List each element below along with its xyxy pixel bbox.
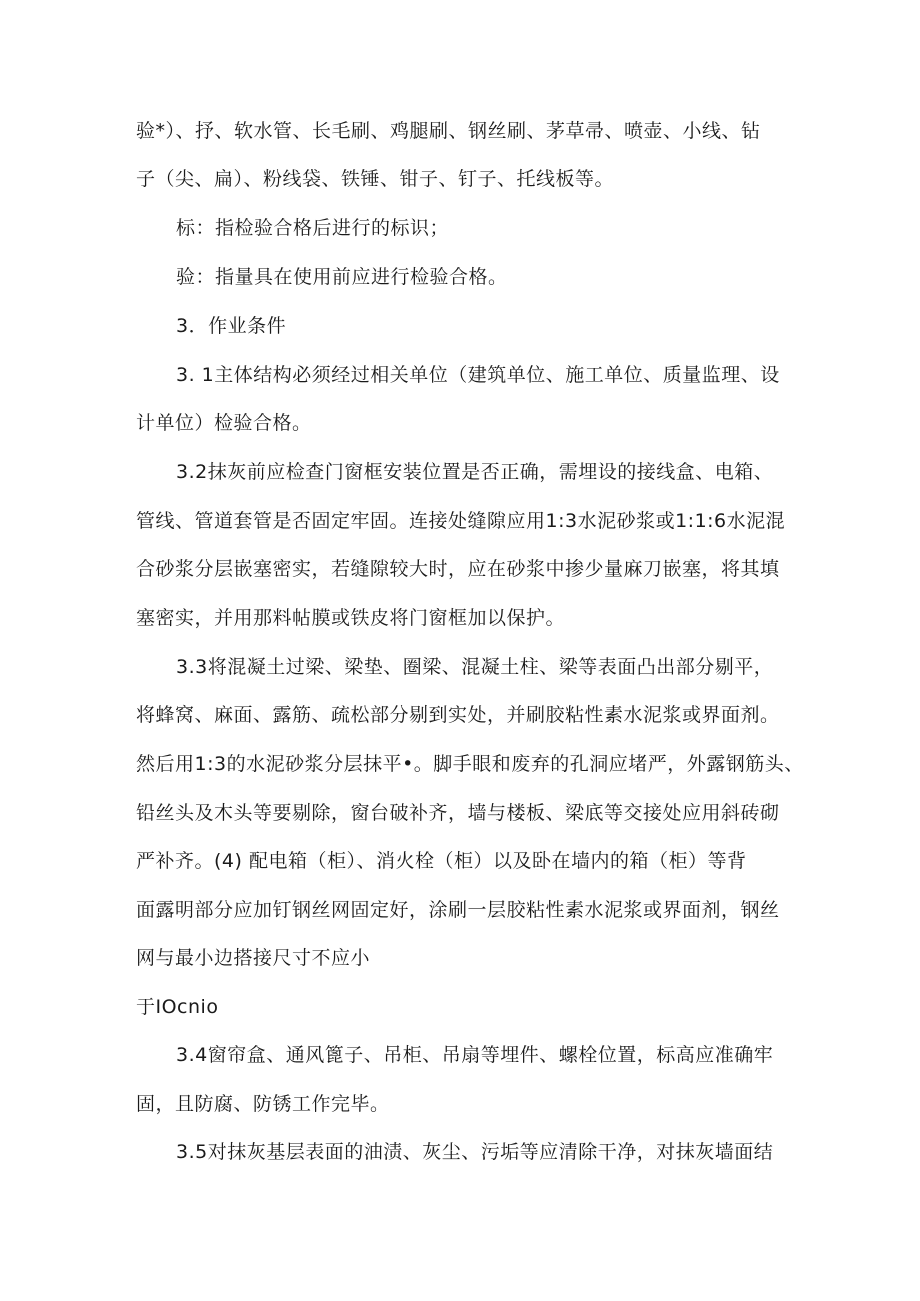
- text-line: 3. 1主体结构必须经过相关单位（建筑单位、施工单位、质量监理、设: [176, 364, 780, 386]
- text-line: 计单位）检验合格。: [136, 412, 312, 434]
- text-line: 于IOcnio: [136, 996, 219, 1018]
- text-line: 网与最小边搭接尺寸不应小: [136, 947, 371, 969]
- section-heading: 3．作业条件: [176, 315, 287, 337]
- text-line: 子（尖、扁）、粉线袋、铁锤、钳子、钉子、托线板等。: [136, 168, 615, 190]
- text-line: 严补齐。(4) 配电箱（柜）、消火栓（柜）以及卧在墙内的箱（柜）等背: [136, 850, 747, 872]
- text-line: 固，且防腐、防锈工作完毕。: [136, 1093, 390, 1115]
- text-line: 验*）、抒、软水管、长毛刷、鸡腿刷、钢丝刷、茅草帚、喷壶、小线、钻: [136, 120, 761, 142]
- text-line: 3.5对抹灰基层表面的油渍、灰尘、污垢等应清除干净，对抹灰墙面结: [176, 1141, 774, 1163]
- text-line: 验：指量具在使用前应进行检验合格。: [176, 266, 508, 288]
- text-line: 3.3将混凝土过梁、梁垫、圈梁、混凝土柱、梁等表面凸出部分剔平，: [176, 656, 774, 678]
- text-line: 管线、管道套管是否固定牢固。连接处缝隙应用1:3水泥砂浆或1:1:6水泥混: [136, 510, 786, 532]
- text-line: 塞密实，并用那料帖膜或铁皮将门窗框加以保护。: [136, 607, 566, 629]
- text-line: 将蜂窝、麻面、露筋、疏松部分剔到实处，并刷胶粘性素水泥浆或界面剂。: [136, 704, 780, 726]
- text-line: 3.4窗帘盒、通风篦子、吊柜、吊扇等埋件、螺栓位置，标高应准确牢: [176, 1044, 774, 1066]
- text-line: 面露明部分应加钉钢丝网固定好，涂刷一层胶粘性素水泥浆或界面剂，钢丝: [136, 899, 780, 921]
- text-line: 铅丝头及木头等要剔除，窗台破补齐，墙与楼板、梁底等交接处应用斜砖砌: [136, 802, 780, 824]
- text-line: 合砂浆分层嵌塞密实，若缝隙较大时，应在砂浆中掺少量麻刀嵌塞，将其填: [136, 558, 780, 580]
- text-line: 标：指检验合格后进行的标识；: [176, 217, 450, 239]
- text-line: 3.2抹灰前应检查门窗框安装位置是否正确，需埋设的接线盒、电箱、: [176, 461, 774, 483]
- text-line: 然后用1:3的水泥砂浆分层抹平•。脚手眼和废弃的孔洞应堵严，外露钢筋头、: [136, 753, 804, 775]
